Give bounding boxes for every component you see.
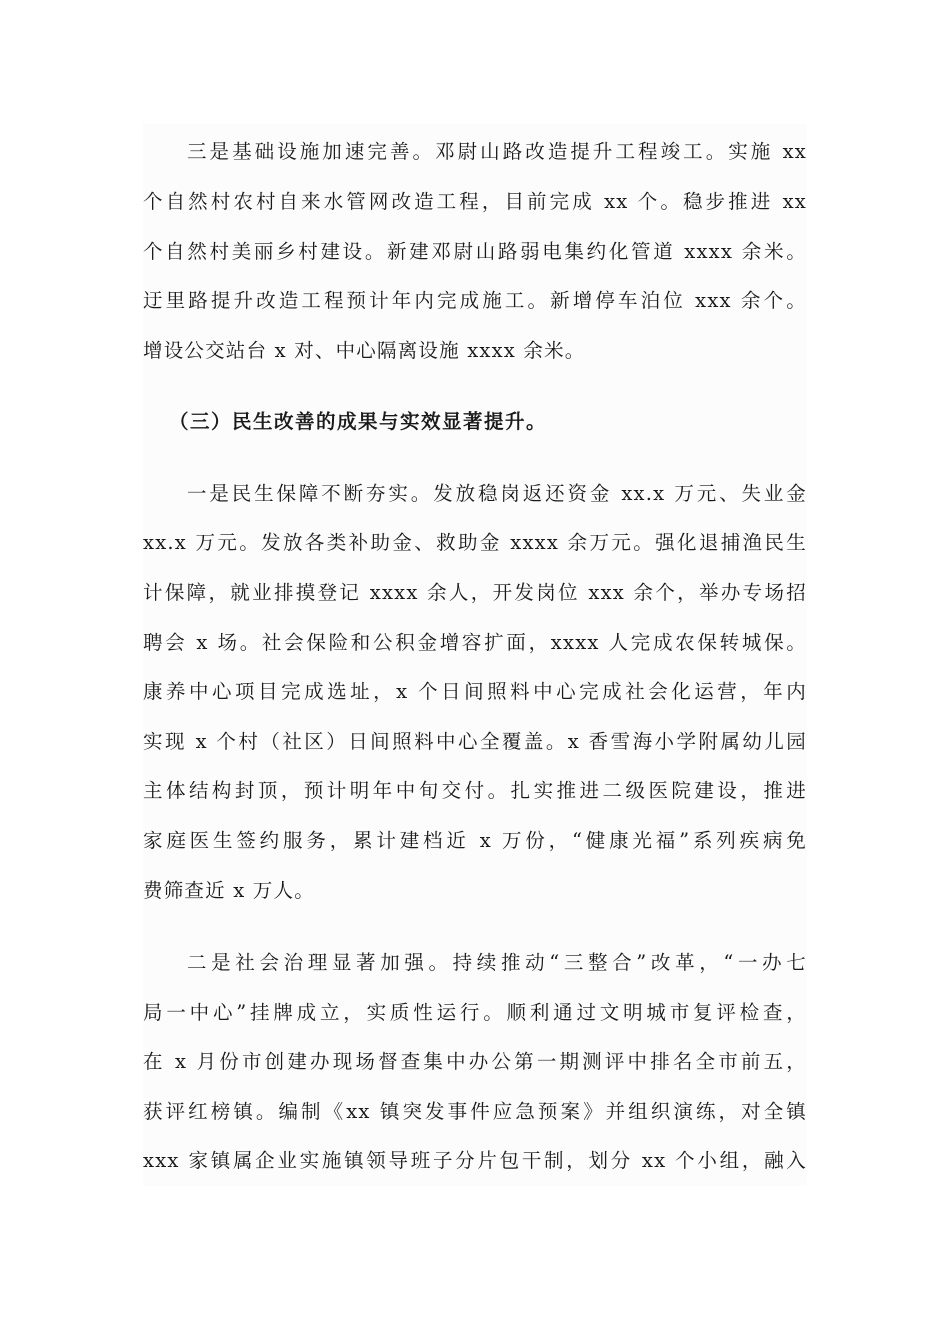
paragraph-livelihood-line: 康养中心项目完成选址，x 个日间照料中心完成社会化运营，年内 [143,680,807,703]
paragraph-infrastructure-line: 个自然村美丽乡村建设。新建邓尉山路弱电集约化管道 xxxx 余米。 [143,240,807,263]
document-page [143,124,807,1186]
paragraph-livelihood-line: 聘会 x 场。社会保险和公积金增容扩面，xxxx 人完成农保转城保。 [143,631,807,654]
paragraph-infrastructure-line: 个自然村农村自来水管网改造工程，目前完成 xx 个。稳步推进 xx [143,190,807,213]
paragraph-governance-line: 局一中心”挂牌成立，实质性运行。顺利通过文明城市复评检查， [143,1001,807,1024]
section-heading: （三）民生改善的成果与实效显著提升。 [169,410,548,433]
paragraph-governance-line: 在 x 月份市创建办现场督查集中办公第一期测评中排名全市前五， [143,1050,807,1073]
paragraph-livelihood-line: 一是民生保障不断夯实。发放稳岗返还资金 xx.x 万元、失业金 [187,482,807,505]
paragraph-livelihood-line: 费筛查近 x 万人。 [143,879,315,902]
paragraph-governance-line: 二是社会治理显著加强。持续推动“三整合”改革，“一办七 [187,951,807,974]
paragraph-governance-line: 获评红榜镇。编制《xx 镇突发事件应急预案》并组织演练，对全镇 [143,1100,807,1123]
paragraph-infrastructure-line: 迂里路提升改造工程预计年内完成施工。新增停车泊位 xxx 余个。 [143,289,807,312]
paragraph-livelihood-line: xx.x 万元。发放各类补助金、救助金 xxxx 余万元。强化退捕渔民生 [143,531,807,554]
paragraph-livelihood-line: 家庭医生签约服务，累计建档近 x 万份，“健康光福”系列疾病免 [143,829,807,852]
paragraph-governance-line: xxx 家镇属企业实施镇领导班子分片包干制，划分 xx 个小组，融入 [143,1149,807,1172]
paragraph-infrastructure-line: 三是基础设施加速完善。邓尉山路改造提升工程竣工。实施 xx [187,140,807,163]
paragraph-livelihood-line: 计保障，就业排摸登记 xxxx 余人，开发岗位 xxx 余个，举办专场招 [143,581,807,604]
paragraph-livelihood-line: 实现 x 个村（社区）日间照料中心全覆盖。x 香雪海小学附属幼儿园 [143,730,807,753]
paragraph-livelihood-line: 主体结构封顶，预计明年中旬交付。扎实推进二级医院建设，推进 [143,779,807,802]
paragraph-infrastructure-line: 增设公交站台 x 对、中心隔离设施 xxxx 余米。 [143,339,586,362]
